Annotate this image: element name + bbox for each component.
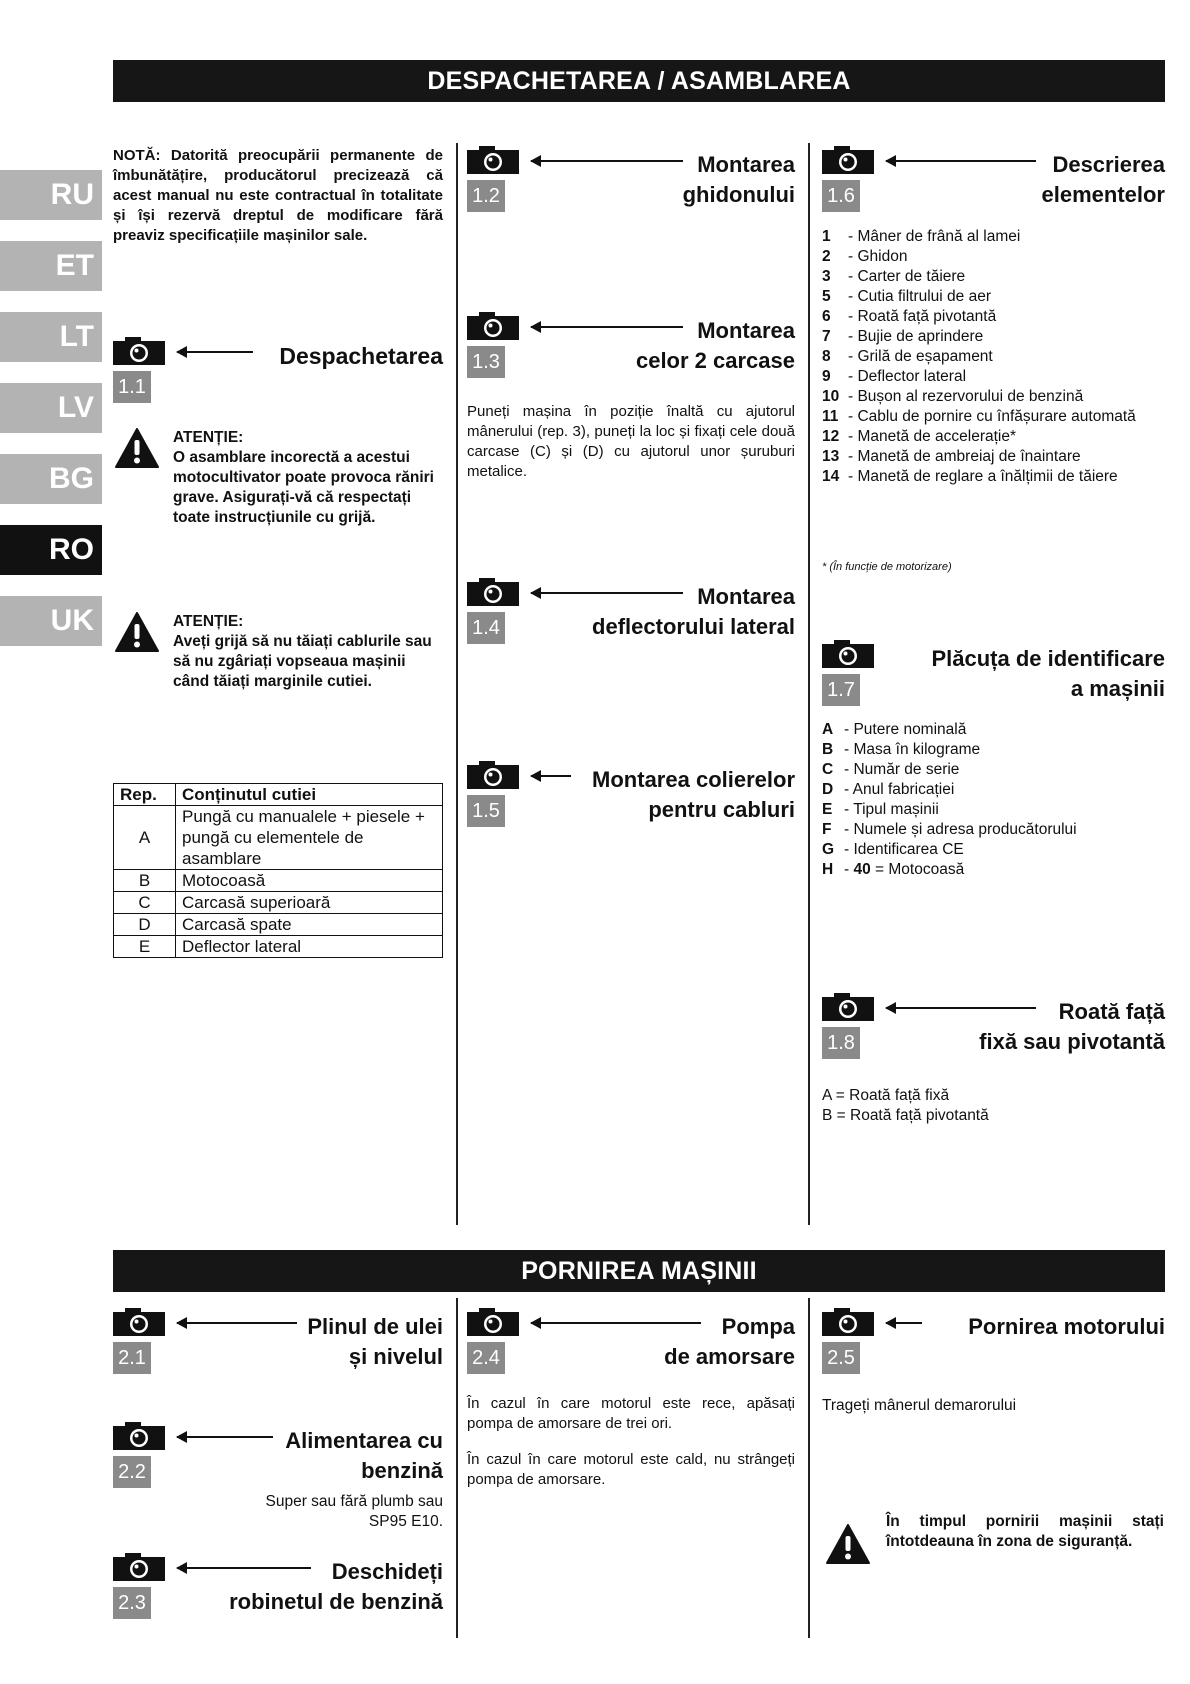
section-2-3 (113, 1553, 443, 1623)
camera-icon (467, 761, 519, 789)
table-cell: Deflector lateral (176, 936, 443, 958)
camera-icon (113, 1553, 165, 1581)
warning-block-2 (115, 612, 445, 722)
section-title-line: Plăcuța de identificare (931, 646, 1165, 671)
section-1-3-text: Puneți mașina în poziție înaltă cu ajutorul mânerului (rep. 3), puneți la loc și fixați cele două carcase (C) și (D) cu ajutorul unor șuruburi metalice. (467, 403, 795, 480)
warning-label: ATENȚIE: (173, 613, 244, 630)
elements-list (822, 227, 1165, 487)
warning-text: În timpul pornirii mașinii stați întotdeauna în zona de siguranță. (886, 1513, 1164, 1550)
language-tab-ru[interactable]: RU (0, 170, 102, 220)
section-title-line: Montarea (697, 318, 795, 343)
section-title-line: Montarea (697, 584, 795, 609)
list-item: E - Tipul mașinii (822, 800, 1165, 820)
list-item: 1 - Mâner de frână al lamei (822, 227, 1165, 247)
fuel-text-line: Super sau fără plumb sau (265, 1493, 443, 1510)
section-title (307, 1312, 443, 1372)
section-title-line: Deschideți (331, 1559, 443, 1584)
section-1-1 (113, 337, 443, 407)
warning-block-3 (826, 1512, 1166, 1582)
section-header-unpacking: DESPACHETAREA / ASAMBLAREA (113, 60, 1165, 102)
section-1-5 (467, 761, 795, 831)
section-title-line: Roată față (1058, 999, 1165, 1024)
list-item: 9 - Deflector lateral (822, 367, 1165, 387)
box-contents-table (113, 783, 443, 958)
section-2-1 (113, 1308, 443, 1378)
camera-icon (113, 1308, 165, 1336)
section-title-line: ghidonului (682, 182, 795, 207)
camera-icon (467, 312, 519, 340)
list-item: C - Număr de serie (822, 760, 1165, 780)
list-item: 13 - Manetă de ambreiaj de înaintare (822, 447, 1165, 467)
table-cell: Carcasă spate (176, 914, 443, 936)
warning-block-1 (115, 428, 445, 558)
step-number-badge: 2.2 (113, 1456, 151, 1488)
section-title (229, 1557, 443, 1617)
language-tab-lv[interactable]: LV (0, 383, 102, 433)
language-tab-bg[interactable]: BG (0, 454, 102, 504)
arrow-icon (531, 160, 683, 162)
section-title (664, 1312, 795, 1372)
section-1-8 (822, 993, 1165, 1063)
footnote: * (În funcție de motorizare) (822, 561, 952, 573)
arrow-icon (886, 160, 1036, 162)
table-cell: A (114, 806, 176, 870)
camera-icon (467, 1308, 519, 1336)
list-item: A - Putere nominală (822, 720, 1165, 740)
section-title (592, 765, 795, 825)
section-title (285, 1426, 443, 1486)
step-number-badge: 1.6 (822, 180, 860, 212)
table-cell: Motocoasă (176, 870, 443, 892)
primer-cold-text: În cazul în care motorul este rece, apăsați pompa de amorsare de trei ori. (467, 1395, 795, 1432)
list-item: 3 - Carter de tăiere (822, 267, 1165, 287)
section-2-4 (467, 1308, 795, 1378)
table-row (114, 914, 443, 936)
camera-icon (822, 1308, 874, 1336)
table-cell: Carcasă superioară (176, 892, 443, 914)
table-cell: E (114, 936, 176, 958)
section-1-2 (467, 146, 795, 216)
section-title-line: deflectorului lateral (592, 614, 795, 639)
section-title: Despachetarea (279, 343, 443, 369)
camera-icon (822, 146, 874, 174)
list-item: 6 - Roată față pivotantă (822, 307, 1165, 327)
section-title (636, 316, 795, 376)
step-number-badge: 2.4 (467, 1342, 505, 1374)
section-1-7 (822, 640, 1165, 710)
warning-text (173, 612, 445, 692)
section-1-3 (467, 312, 795, 382)
list-item: G - Identificarea CE (822, 840, 1165, 860)
section-title (968, 1312, 1165, 1342)
table-cell: D (114, 914, 176, 936)
section-1-4 (467, 578, 795, 648)
section-title-line: celor 2 carcase (635, 348, 795, 373)
list-item: 7 - Bujie de aprindere (822, 327, 1165, 347)
step-number-badge: 1.4 (467, 612, 505, 644)
starter-text: Trageți mânerul demarorului (822, 1397, 1017, 1414)
column-divider (456, 1298, 458, 1638)
section-title-line: Descrierea (1052, 152, 1165, 177)
table-cell: B (114, 870, 176, 892)
arrow-icon (177, 1322, 297, 1324)
arrow-icon (886, 1322, 922, 1324)
table-cell: C (114, 892, 176, 914)
warning-body: Aveți grijă să nu tăiați cablurile sau să nu zgâriați vopseaua mașinii când tăiați marginile cutiei. (173, 633, 432, 690)
primer-warm-text: În cazul în care motorul este cald, nu strângeți pompa de amorsare. (467, 1451, 795, 1488)
step-number-badge: 2.1 (113, 1342, 151, 1374)
step-number-badge: 2.3 (113, 1587, 151, 1619)
section-title (592, 582, 795, 642)
column-divider (808, 1298, 810, 1638)
table-cell: Pungă cu manualele + piesele + pungă cu elementele de asamblare (176, 806, 443, 870)
language-tab-uk[interactable]: UK (0, 596, 102, 646)
section-title-line: de amorsare (664, 1344, 795, 1369)
list-item: H - 40 = Motocoasă (822, 860, 1165, 880)
list-item: 10 - Bușon al rezervorului de benzină (822, 387, 1165, 407)
camera-icon (467, 146, 519, 174)
wheel-line-b: B = Roată față pivotantă (822, 1107, 989, 1124)
section-title-line: Pornirea motorului (968, 1314, 1165, 1339)
list-item: 8 - Grilă de eșapament (822, 347, 1165, 367)
table-row (114, 936, 443, 958)
section-title-line: pentru cabluri (648, 797, 795, 822)
section-2-2 (113, 1422, 443, 1492)
table-header: Rep. (114, 784, 176, 806)
section-title-line: Plinul de ulei (307, 1314, 443, 1339)
section-title-line: Montarea (697, 152, 795, 177)
table-row (114, 870, 443, 892)
fuel-text-line: SP95 E10. (368, 1513, 443, 1530)
section-title-line: robinetul de benzină (229, 1589, 443, 1614)
camera-icon (467, 578, 519, 606)
step-number-badge: 1.7 (822, 674, 860, 706)
language-tab-lt[interactable]: LT (0, 312, 102, 362)
arrow-icon (177, 351, 253, 353)
camera-icon (822, 640, 874, 668)
wheel-line-a: A = Roată față fixă (822, 1087, 950, 1104)
arrow-icon (177, 1436, 273, 1438)
step-number-badge: 1.3 (467, 346, 505, 378)
list-item: F - Numele și adresa producătorului (822, 820, 1165, 840)
column-divider (456, 143, 458, 1225)
list-item: 11 - Cablu de pornire cu înfășurare automată (822, 407, 1165, 427)
column-divider (808, 143, 810, 1225)
section-title-line: Montarea colierelor (592, 767, 795, 792)
fuel-text (113, 1492, 443, 1532)
section-header-starting: PORNIREA MAȘINII (113, 1250, 1165, 1292)
warning-icon (115, 612, 159, 652)
list-item: B - Masa în kilograme (822, 740, 1165, 760)
step-number-badge: 1.2 (467, 180, 505, 212)
warning-label: ATENȚIE: (173, 429, 244, 446)
nameplate-list (822, 720, 1165, 880)
section-title-line: elementelor (1041, 182, 1165, 207)
camera-icon (113, 1422, 165, 1450)
list-item: 12 - Manetă de accelerație* (822, 427, 1165, 447)
arrow-icon (531, 775, 571, 777)
section-title-line: fixă sau pivotantă (979, 1029, 1165, 1054)
section-title (683, 150, 795, 210)
camera-icon (822, 993, 874, 1021)
step-number-badge: 1.5 (467, 795, 505, 827)
section-title (979, 997, 1165, 1057)
section-title-line: Pompa (721, 1314, 795, 1339)
list-item-text: - 40 = Motocoasă (844, 860, 1165, 880)
section-1-6 (822, 146, 1165, 216)
table-row (114, 806, 443, 870)
language-tab-ro[interactable]: RO (0, 525, 102, 575)
warning-text (173, 428, 443, 528)
language-tab-et[interactable]: ET (0, 241, 102, 291)
list-item: 14 - Manetă de reglare a înălțimii de tăiere (822, 467, 1165, 487)
list-item: D - Anul fabricației (822, 780, 1165, 800)
warning-body: O asamblare incorectă a acestui motocultivator poate provoca răniri grave. Asigurați-vă că respectați toate instrucțiunile cu grijă. (173, 449, 434, 526)
table-row (114, 892, 443, 914)
note-paragraph: NOTĂ: Datorită preocupării permanente de îmbunătățire, producătorul precizează că acest manual nu este contractual în totalitate și își rezervă dreptul de modificare fără preaviz specificațiile mașinilor sale. (113, 147, 443, 244)
step-number-badge: 1.8 (822, 1027, 860, 1059)
section-2-5 (822, 1308, 1165, 1378)
warning-icon (115, 428, 159, 468)
section-title (1042, 150, 1166, 210)
section-title-line: benzină (361, 1458, 443, 1483)
table-header: Conținutul cutiei (176, 784, 443, 806)
warning-icon (826, 1524, 870, 1564)
list-item: 5 - Cutia filtrului de aer (822, 287, 1165, 307)
camera-icon (113, 337, 165, 365)
step-number-badge: 2.5 (822, 1342, 860, 1374)
list-item: 2 - Ghidon (822, 247, 1165, 267)
section-title-line: a mașinii (1070, 676, 1165, 701)
step-number-badge: 1.1 (113, 371, 151, 403)
section-title-line: Alimentarea cu (285, 1428, 443, 1453)
section-title (931, 644, 1165, 704)
section-title-line: și nivelul (348, 1344, 443, 1369)
